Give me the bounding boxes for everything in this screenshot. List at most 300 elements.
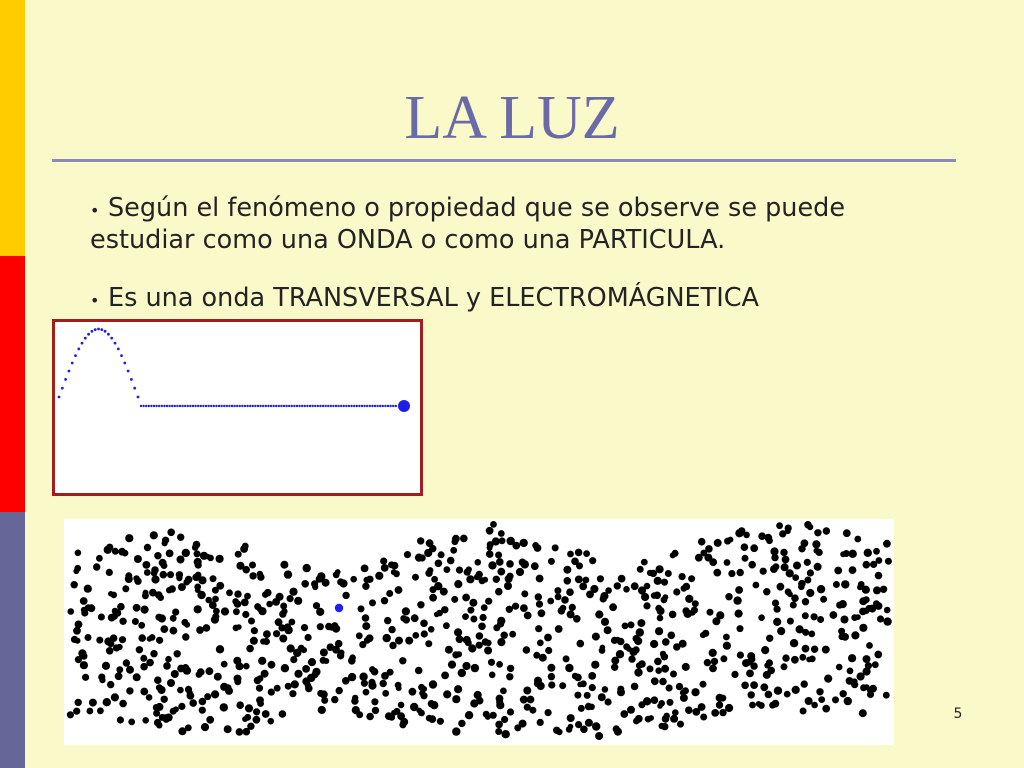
particle-dot (185, 724, 192, 731)
particle-dot (537, 719, 544, 726)
particle-dot (128, 719, 135, 726)
particle-dot (454, 628, 462, 636)
particle-dot (814, 548, 820, 554)
wave-dot (345, 405, 347, 407)
particle-dot (369, 666, 376, 673)
particle-dot (71, 581, 78, 588)
particle-dot (563, 566, 571, 574)
wave-dot (130, 378, 133, 381)
particle-dot (462, 613, 469, 620)
particle-dot (538, 609, 546, 617)
particle-dot (592, 722, 600, 730)
particle-dot (68, 608, 75, 615)
particle-dot (171, 670, 179, 678)
particle-dot (863, 561, 871, 569)
particle-dot (495, 588, 503, 596)
wave-dot (120, 354, 123, 357)
particle-dot (816, 688, 823, 695)
particle-dot (458, 669, 466, 677)
particle-dot (709, 558, 717, 566)
particle-dot (857, 672, 865, 680)
particle-dot (96, 555, 103, 562)
particle-dot (597, 575, 604, 582)
wave-dot (257, 405, 259, 407)
particle-dot (258, 657, 266, 665)
particle-dot (362, 583, 369, 590)
wave-dot (358, 405, 360, 407)
particle-dot (125, 534, 133, 542)
particle-dot (474, 691, 482, 699)
particle-dot (481, 604, 488, 611)
particle-dot (187, 689, 193, 695)
particle-dot (661, 665, 669, 673)
particle-dot (728, 570, 735, 577)
particle-dot (323, 658, 329, 664)
particle-dot (89, 699, 97, 707)
particle-dot (235, 551, 242, 558)
wave-dot (163, 405, 165, 407)
particle-dot (368, 679, 375, 686)
particle-dot (350, 576, 357, 583)
particle-dot (496, 661, 503, 668)
particle-dot (866, 642, 873, 649)
particle-dot (383, 634, 391, 642)
particle-dot (245, 704, 253, 712)
wave-dot (213, 405, 215, 407)
particle-dot (434, 582, 442, 590)
particle-dot (140, 655, 147, 662)
particle-dot (478, 623, 486, 631)
wave-dot (317, 405, 319, 407)
particle-dot (679, 573, 686, 580)
bullet-list (90, 192, 890, 340)
particle-dot (885, 558, 892, 565)
particle-dot (843, 529, 851, 537)
particle-dot (497, 620, 504, 627)
particle-dot (489, 672, 496, 679)
particle-dot (251, 627, 258, 634)
wave-dot (254, 405, 256, 407)
particle-dot (741, 682, 749, 690)
particle-dot (476, 632, 484, 640)
particle-dot (771, 554, 778, 561)
particle-dot (302, 665, 310, 673)
particle-dot (655, 605, 662, 612)
particle-dot (161, 696, 168, 703)
particle-dot (534, 680, 541, 687)
particle-dot (665, 570, 672, 577)
particle-dot (212, 596, 219, 603)
particle-dot (195, 587, 201, 593)
particle-dot (470, 616, 477, 623)
particle-dot (500, 688, 507, 695)
particle-dot (577, 682, 583, 688)
wave-dot (194, 405, 196, 407)
particle-dot (146, 694, 153, 701)
particle-dot (832, 696, 839, 703)
particle-dot (361, 565, 369, 573)
particle-dot (870, 561, 877, 568)
particle-dot (369, 599, 376, 606)
particle-dot (777, 627, 785, 635)
wave-dot (81, 342, 84, 345)
wave-dot (91, 330, 94, 333)
wave-dot (309, 405, 311, 407)
particle-dot (533, 652, 540, 659)
particle-dot (748, 656, 755, 663)
wave-dot (236, 405, 238, 407)
particle-dot (662, 638, 670, 646)
particle-dot (242, 566, 250, 574)
particle-dot (173, 706, 179, 712)
particle-dot (108, 591, 114, 597)
particle-dot (486, 550, 494, 558)
particle-dot (454, 580, 462, 588)
particle-dot (588, 672, 596, 680)
wave-dot (153, 405, 155, 407)
particle-dot (567, 610, 575, 618)
particle-dot (823, 527, 830, 534)
particle-dot (564, 577, 572, 585)
particle-dot (692, 708, 700, 716)
particle-dot (661, 579, 668, 586)
particle-dot (633, 718, 640, 725)
wave-dot (127, 370, 130, 373)
wave-dot (340, 405, 342, 407)
particle-dot (805, 697, 813, 705)
particle-dot (166, 587, 172, 593)
wave-dot (123, 362, 126, 365)
particle-dot (622, 623, 629, 630)
particle-dot (443, 622, 450, 629)
particle-dot (361, 680, 368, 687)
wave-dot (77, 348, 80, 351)
particle-dot (163, 662, 171, 670)
particle-dot (85, 604, 92, 611)
particle-dot (501, 716, 508, 723)
particle-dot (450, 547, 457, 554)
particle-dot (714, 539, 722, 547)
particle-dot (851, 678, 857, 684)
particle-dot (592, 633, 600, 641)
particle-dot (520, 604, 528, 612)
particle-dot (391, 569, 397, 575)
particle-dot (220, 683, 228, 691)
wave-dot (262, 405, 264, 407)
wave-dot (363, 405, 365, 407)
particle-dot (166, 550, 174, 558)
particle-dot (758, 532, 766, 540)
particle-dot (281, 664, 289, 672)
particle-dot (811, 702, 818, 709)
particle-dot (144, 544, 151, 551)
particle-dot (761, 646, 769, 654)
particle-dot (134, 555, 142, 563)
particle-dot (633, 646, 640, 653)
wave-dot (327, 405, 329, 407)
wave-dot (205, 405, 207, 407)
particle-dot (495, 552, 502, 559)
particle-dot (274, 685, 281, 692)
particle-dot (545, 647, 552, 654)
wave-dot (176, 405, 178, 407)
particle-dot (375, 572, 383, 580)
particle-dot (884, 607, 891, 614)
particle-dot (336, 687, 343, 694)
particle-dot (742, 555, 749, 562)
particle-dot (320, 649, 328, 657)
wave-dot (293, 405, 295, 407)
wave-dot (304, 405, 306, 407)
particle-dot (260, 638, 266, 644)
particle-dot (720, 655, 727, 662)
particle-dot (119, 618, 126, 625)
particle-dot (386, 590, 393, 597)
wave-dot (296, 405, 298, 407)
particle-dot (261, 670, 269, 678)
wave-dot (395, 405, 397, 407)
wave-dot (337, 405, 339, 407)
wave-dot (220, 405, 222, 407)
particle-dot (335, 640, 343, 648)
particle-dot (574, 692, 581, 699)
particle-dot (73, 568, 79, 574)
particle-dot (883, 540, 891, 548)
particle-dot (765, 691, 773, 699)
particle-dot (163, 714, 169, 720)
particle-dot (523, 687, 531, 695)
particle-dot (792, 574, 799, 581)
particle-dot (198, 576, 206, 584)
wave-dot (189, 405, 191, 407)
particle-dot (115, 672, 123, 680)
particle-dot (672, 709, 679, 716)
particle-dot (807, 569, 814, 576)
wave-dot (285, 405, 287, 407)
particle-dot (349, 654, 356, 661)
wave-dot (148, 405, 150, 407)
wave-dot (100, 328, 103, 331)
particle-dot (695, 554, 703, 562)
particle-dot (308, 658, 316, 666)
particle-dot (460, 535, 468, 543)
wave-dot (371, 405, 373, 407)
particle-dot (774, 606, 781, 613)
particle-dot (316, 608, 324, 616)
particle-dot (317, 623, 324, 630)
wave-dot (369, 405, 371, 407)
particle-dot (521, 590, 528, 597)
particle-dot (666, 684, 673, 691)
particle-dot (263, 630, 271, 638)
particle-dot (798, 584, 805, 591)
particle-dot (709, 649, 717, 657)
particle-dot (750, 544, 758, 552)
particle-dot (586, 591, 594, 599)
particle-dot (428, 700, 435, 707)
wave-dot (366, 405, 368, 407)
particle-dot (178, 703, 185, 710)
particle-dot (380, 680, 387, 687)
particle-dot (655, 667, 662, 674)
wave-dot (87, 333, 90, 336)
wave-dot (259, 405, 261, 407)
highlighted-particle (335, 604, 343, 612)
particle-dot (820, 596, 827, 603)
bullet-marker: • (90, 201, 100, 220)
particle-dot (711, 709, 719, 717)
particle-dot (160, 625, 168, 633)
wave-dot (298, 405, 300, 407)
particle-dot (785, 528, 791, 534)
wave-dot (181, 405, 183, 407)
particle-dot (604, 626, 612, 634)
particle-dot (859, 709, 867, 717)
particle-dot (598, 693, 606, 701)
particle-dot (157, 594, 164, 601)
particle-dot (287, 595, 294, 602)
particle-dot (875, 572, 883, 580)
particle-dot (532, 542, 539, 549)
particle-dot (509, 631, 516, 638)
particle-dot (372, 707, 379, 714)
wave-dot (384, 405, 386, 407)
accent-stripe-purple (0, 512, 25, 768)
particle-dot (138, 622, 145, 629)
particle-dot (727, 537, 733, 543)
particle-dot (737, 569, 744, 576)
wave-dot (283, 405, 285, 407)
particle-dot (400, 615, 406, 621)
particle-dot (399, 657, 406, 664)
particle-dot (808, 631, 815, 638)
particle-dot (476, 642, 483, 649)
particle-dot (149, 589, 157, 597)
particle-dot (497, 568, 505, 576)
wave-dot (246, 405, 248, 407)
wave-dot (155, 405, 157, 407)
particle-dot (873, 548, 880, 555)
bullet-item (90, 192, 890, 256)
particle-dot (555, 593, 562, 600)
particle-dot (289, 588, 297, 596)
particle-dot (554, 587, 561, 594)
particle-dot (150, 531, 158, 539)
bullet-text: Según el fenómeno o propiedad que se observe se puede estudiar como una ONDA o como una PARTICULA. (90, 193, 846, 255)
particle-dot (806, 657, 812, 663)
particle-dot (119, 700, 127, 708)
particle-dot (507, 708, 514, 715)
particle-dot (756, 701, 762, 707)
particle-dot (458, 720, 465, 727)
particle-dot (735, 586, 743, 594)
particle-dot (409, 688, 417, 696)
particle-dot (818, 696, 825, 703)
particle-dot (443, 690, 451, 698)
accent-stripe-red (0, 256, 25, 512)
particle-dot (438, 551, 445, 558)
particle-dot (421, 686, 427, 692)
particle-dot (719, 695, 726, 702)
particle-dot (249, 572, 256, 579)
particle-dot (679, 640, 687, 648)
particle-dot (484, 647, 492, 655)
particle-dot (700, 632, 706, 638)
particle-dot (792, 686, 800, 694)
wave-dot (241, 405, 243, 407)
particle-dot (772, 600, 779, 607)
particle-dot (698, 538, 706, 546)
particle-dot (467, 607, 474, 614)
particle-dot (677, 721, 684, 728)
wave-dot (97, 328, 100, 331)
particle-dot (737, 625, 744, 632)
particle-dot (236, 728, 244, 736)
particle-dot (583, 550, 590, 557)
particle-dot (335, 569, 341, 575)
particle-dot (806, 589, 814, 597)
particle-dot (143, 590, 149, 596)
particle-dot (189, 699, 197, 707)
particle-dot (133, 604, 141, 612)
particle-dot (535, 625, 542, 632)
particle-dot (75, 550, 82, 557)
particle-dot (575, 549, 583, 557)
particle-dot (359, 673, 367, 681)
particle-dot (470, 699, 478, 707)
particle-dot (851, 631, 859, 639)
particle-dot (555, 625, 563, 633)
particle-dot (136, 646, 143, 653)
particle-dot (548, 681, 555, 688)
wave-dot (200, 405, 202, 407)
wave-dot (348, 405, 350, 407)
particle-dot (133, 673, 141, 681)
particle-dot (872, 661, 879, 668)
particle-dot (760, 568, 767, 575)
particle-dot (647, 570, 653, 576)
particle-dot (452, 695, 460, 703)
particle-dot (798, 545, 805, 552)
particle-dot (628, 655, 635, 662)
particle-dot (579, 583, 587, 591)
particle-dot (735, 610, 743, 618)
wave-dot (374, 405, 376, 407)
particle-dot (253, 716, 261, 724)
particle-dot (631, 683, 639, 691)
particle-dot (456, 651, 462, 657)
particle-dot (836, 602, 843, 609)
wave-dot (61, 387, 64, 390)
particle-dot (132, 618, 139, 625)
particle-dot (548, 558, 555, 565)
particle-dot (502, 730, 510, 738)
particle-dot (847, 668, 854, 675)
particle-dot (609, 603, 617, 611)
particle-dot (257, 700, 264, 707)
wave-dot (218, 405, 220, 407)
particle-dot (493, 576, 500, 583)
particle-dot (268, 718, 275, 725)
particle-dot (838, 628, 845, 635)
particle-dot (485, 598, 492, 605)
particle-dot (568, 724, 574, 730)
particle-dot (434, 612, 440, 618)
particle-dot (279, 710, 287, 718)
particle-dot (213, 608, 220, 615)
particle-dot (773, 618, 781, 626)
particle-dot (531, 562, 539, 570)
